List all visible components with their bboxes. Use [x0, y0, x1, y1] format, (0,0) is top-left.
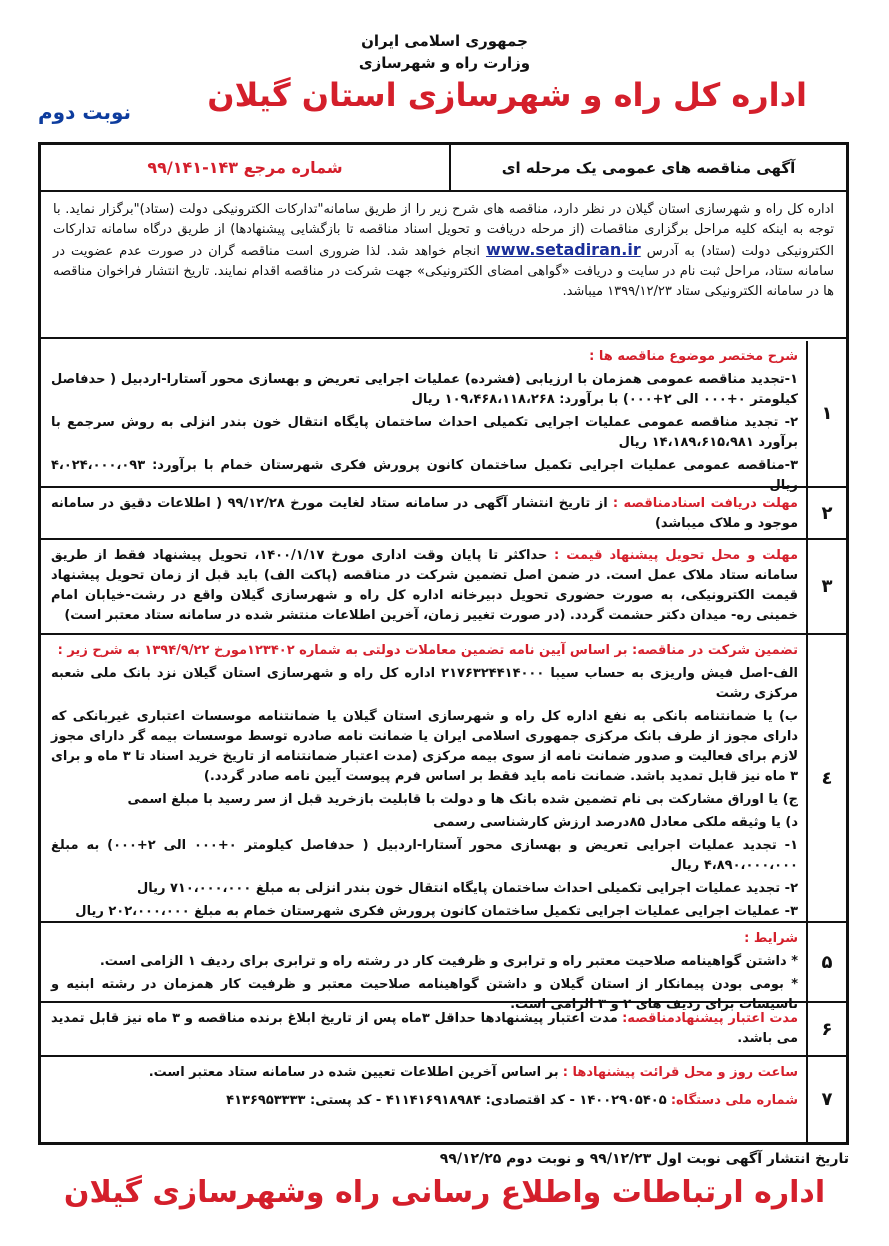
row-text: از تاریخ انتشار آگهی در سامانه ستاد لغایت مورخ ۹۹/۱۲/۲۸ ( اطلاعات دقیق در سامانه موجود و ملاک میباشد): [51, 496, 798, 531]
reference-number: شماره مرجع ۱۴۳-۹۹/۱۴۱: [147, 158, 343, 177]
row-line: ۲- تجدید مناقصه عمومی عملیات اجرایی تکمیلی احداث ساختمان پایگاه انتقال خون بندر انزلی به روش سرجمع با برآورد ۱۴،۱۸۹،۶۱۵،۹۸۱ ریال: [51, 415, 798, 450]
table-row: [41, 540, 846, 635]
row-number: ۵: [806, 923, 846, 1001]
intro-paragraph: [41, 192, 846, 339]
footer-office: اداره ارتباطات واطلاع رسانی راه وشهرسازی گیلان: [63, 1175, 826, 1210]
header-line-1: جمهوری اسلامی ایران: [361, 32, 528, 50]
row-text: مدت اعتبار پیشنهادها حداقل ۳ماه پس از تاریخ ابلاغ برنده مناقصه و ۳ ماه نیز قابل تمدید می باشد.: [51, 1011, 798, 1046]
notice-heading: آگهی مناقصه های عمومی یک مرحله ای: [449, 145, 846, 190]
row-title: مهلت دریافت اسنادمناقصه :: [612, 496, 798, 511]
table-heading-row: [41, 145, 846, 192]
table-row: [41, 488, 846, 540]
row-number: ۶: [806, 1003, 846, 1055]
row-line: * بومی بودن پیمانکار از استان گیلان و داشتن گواهینامه صلاحیت معتبر و ظرفیت کار همزمان در رشته ابنیه و تاسیسات برای ردیف های ۲ و ۳ الزامی است.: [51, 977, 798, 1012]
intro-text-1: اداره کل راه و شهرسازی استان گیلان در نظر دارد، مناقصه های شرح زیر را از طریق سامانه"تدارکات الکترونیکی دولت (ستاد)"برگزار نماید. با توجه به اینکه کلیه مراحل برگزاری مناقصات (از مرحله دریافت و تحویل اسناد مناقصه تا بازگشایی پیشنهادها) از طریق درگاه سامانه تدارکات الکترونیکی دولت (ستاد) به آدرس: [53, 202, 834, 259]
table-row: [41, 1057, 846, 1142]
row-line: ۳-مناقصه عمومی عملیات اجرایی تکمیل ساختمان کانون پرورش فکری شهرستان خمام با برآورد: ۴،۰۲۴،۰۰۰،۰۹۳ ریال: [51, 458, 798, 493]
row-line: ۱- تجدید عملیات اجرایی تعریض و بهسازی محور آستارا-اردبیل ( حدفاصل کیلومتر ۰+۰۰۰ الی ۲+۰۰۰) به مبلغ ۴،۸۹۰،۰۰۰،۰۰۰ ریال: [51, 838, 798, 873]
row-number: ۷: [806, 1057, 846, 1142]
row-content: [41, 488, 808, 538]
table-row: [41, 341, 846, 493]
row-line: الف-اصل فیش واریزی به حساب سیبا ۲۱۷۶۳۲۴۴۱۴۰۰۰ اداره کل راه و شهرسازی استان گیلان نزد بانک ملی شعبه مرکزی رشت: [51, 666, 798, 701]
row-number: ۳: [806, 540, 846, 633]
row-content: [41, 923, 808, 1012]
row-content: [41, 1057, 808, 1142]
publication-dates: تاریخ انتشار آگهی نوبت اول ۹۹/۱۲/۲۳ و نوبت دوم ۹۹/۱۲/۲۵: [439, 1151, 849, 1167]
row-line: * داشتن گواهینامه صلاحیت معتبر راه و ترابری و ظرفیت کار در رشته راه و ترابری برای ردیف ۱ الزامی است.: [99, 954, 798, 969]
notice-table: [38, 142, 849, 1145]
row-line: ۳- عملیات اجرایی عملیات اجرایی تکمیل ساختمان کانون پرورش فکری شهرستان خمام به مبلغ ۲۰۲،۰۰۰،۰۰۰ ریال: [75, 904, 798, 919]
intro-text-2: انجام خواهد شد. لذا ضروری است مناقصه گران در صورت عدم عضویت در سامانه ستاد، مراحل ثبت نام در سایت و دریافت «گواهی امضای الکترونیکی» جهت شرکت در مناقصه اقدام نمایند. تاریخ انتشار فراخوان مناقصه ها در سامانه الکترونیکی ستاد ۱۳۹۹/۱۲/۲۳ میباشد.: [53, 244, 834, 299]
row-title: تضمین شرکت در مناقصه: بر اساس آیین نامه تضمین معاملات دولتی به شماره ۱۲۳۴۰۲مورخ ۱۳۹۴/۹/۲۲ به شرح زیر :: [57, 643, 798, 658]
row-content: [41, 1003, 808, 1055]
round-badge: نوبت دوم: [38, 100, 132, 124]
national-id-label: شماره ملی دستگاه:: [670, 1093, 798, 1108]
document-header: [0, 0, 889, 140]
row-title: مهلت و محل تحویل پیشنهاد قیمت :: [554, 548, 798, 563]
row-content: [41, 635, 808, 921]
row-text: حداکثر تا پایان وقت اداری مورخ ۱۴۰۰/۱/۱۷، تحویل پیشنهاد فقط از طریق سامانه ستاد ملاک عمل است. در ضمن اصل تضمین شرکت در مناقصه (پاکت الف) باید قبل از زمان تحویل پیشنهاد قیمت الکترونیکی، به صورت حضوری تحویل دبیرخانه اداره کل راه و شهرسازی گیلان واقع در رشت-خیابان امام خمینی ره- میدان دکتر حشمت گردد. (در صورت تغییر زمان، آخرین اطلاعات منتشر شده در سامانه ستاد معتبر است): [51, 548, 798, 623]
row-line: د) یا وثیقه ملکی معادل ۸۵درصد ارزش کارشناسی رسمی: [433, 815, 798, 830]
table-row: [41, 635, 846, 923]
row-content: [41, 540, 808, 633]
header-line-2: وزارت راه و شهرسازی: [358, 54, 531, 72]
row-title: شرایط :: [744, 931, 798, 946]
row-number: ٤: [806, 635, 846, 921]
row-title: ساعت روز و محل قرائت پیشنهادها :: [562, 1065, 798, 1080]
row-content: [41, 341, 808, 493]
setad-link[interactable]: www.setadiran.ir: [486, 240, 641, 259]
row-title: شرح مختصر موضوع مناقصه ها :: [589, 349, 798, 364]
row-line: ۱-تجدید مناقصه عمومی همزمان با ارزیابی (فشرده) عملیات اجرایی تعریض و بهسازی محور آستارا-اردبیل ( حدفاصل کیلومتر ۰+۰۰۰ الی ۲+۰۰۰) با برآورد: ۱۰۹،۴۶۸،۱۱۸،۲۶۸ ریال: [51, 372, 798, 407]
row-number: ۱: [806, 341, 846, 486]
national-id-value: ۱۴۰۰۲۹۰۵۴۰۵ - کد اقتصادی: ۴۱۱۴۱۶۹۱۸۹۸۴ - کد پستی: ۴۱۳۶۹۵۳۳۳۳: [226, 1093, 667, 1108]
table-row: [41, 1003, 846, 1057]
header-title: اداره کل راه و شهرسازی استان گیلان: [207, 76, 807, 114]
row-line: ب) یا ضمانتنامه بانکی به نفع اداره کل راه و شهرسازی استان گیلان یا ضمانتنامه موسسات اعتباری غیربانکی که دارای مجوز از طرف بانک مرکزی جمهوری اسلامی ایران یا ضمانت نامه صادره توسط موسسات بیمه گر دارای مجوز لازم برای فعالیت و صدور ضمانت نامه از سوی بیمه مرکزی (مدت اعتبار ضمانتنامه از تاریخ خرید اسناد تا ۳ ماه و برای ۳ ماه نیز قابل تمدید باشد. ضمانت نامه باید فقط بر اساس فرم پیوست آیین نامه صادر گردد.): [51, 709, 798, 784]
row-number: ۲: [806, 488, 846, 538]
row-title: مدت اعتبار پیشنهادمناقصه:: [622, 1011, 798, 1026]
table-row: [41, 923, 846, 1012]
row-line: ۲- تجدید عملیات اجرایی تکمیلی احداث ساختمان پایگاه انتقال خون بندر انزلی به مبلغ ۷۱۰،۰۰۰،۰۰۰ ریال: [136, 881, 798, 896]
row-text: بر اساس آخرین اطلاعات تعیین شده در سامانه ستاد معتبر است.: [148, 1065, 559, 1080]
row-line: ج) یا اوراق مشارکت بی نام تضمین شده بانک ها و دولت با قابلیت بازخرید قبل از سر رسید با مبلغ اسمی: [127, 792, 798, 807]
